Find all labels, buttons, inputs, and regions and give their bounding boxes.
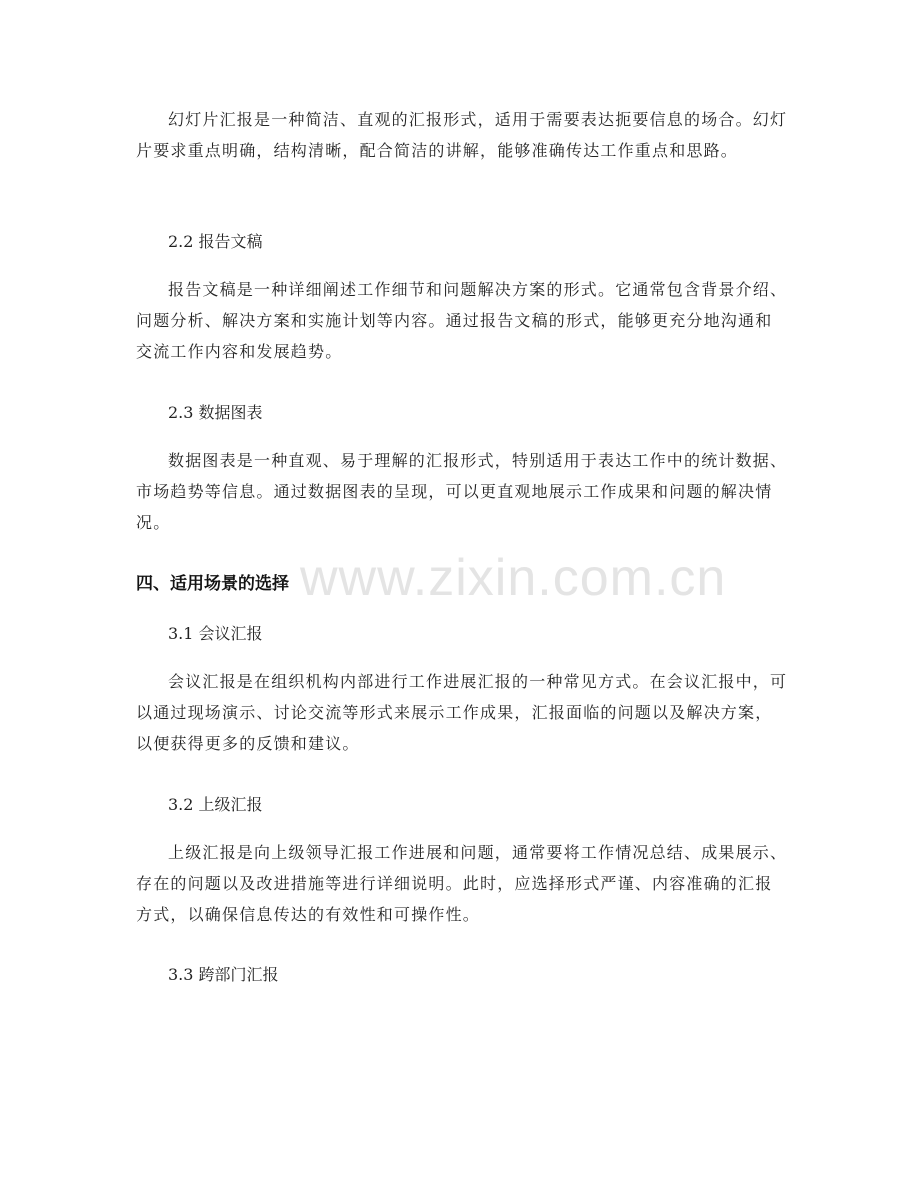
paragraph-report-draft: 报告文稿是一种详细阐述工作细节和问题解决方案的形式。它通常包含背景介绍、问题分析、解决方案和实施计划等内容。通过报告文稿的形式，能够更充分地沟通和交流工作内容和发展趋势。 [136, 280, 788, 361]
paragraph-superior-report: 上级汇报是向上级领导汇报工作进展和问题，通常要将工作情况总结、成果展示、存在的问题以及改进措施等进行详细说明。此时，应选择形式严谨、内容准确的汇报方式，以确保信息传达的有效性和可操作性。 [136, 843, 788, 924]
subheading-3-2: 3.2 上级汇报 [168, 795, 263, 814]
subheading-3-3: 3.3 跨部门汇报 [168, 965, 279, 984]
section-heading-4: 四、适用场景的选择 [136, 574, 289, 594]
paragraph-slides: 幻灯片汇报是一种简洁、直观的汇报形式，适用于需要表达扼要信息的场合。幻灯片要求重点明确，结构清晰，配合简洁的讲解，能够准确传达工作重点和思路。 [136, 110, 788, 160]
paragraph-data-charts: 数据图表是一种直观、易于理解的汇报形式，特别适用于表达工作中的统计数据、市场趋势等信息。通过数据图表的呈现，可以更直观地展示工作成果和问题的解决情况。 [136, 451, 788, 532]
watermark: www.zixin.com.cn [300, 549, 727, 607]
subheading-2-2: 2.2 报告文稿 [168, 232, 263, 251]
subheading-2-3: 2.3 数据图表 [168, 403, 263, 422]
subheading-3-1: 3.1 会议汇报 [168, 624, 263, 643]
paragraph-meeting-report: 会议汇报是在组织机构内部进行工作进展汇报的一种常见方式。在会议汇报中，可以通过现场演示、讨论交流等形式来展示工作成果，汇报面临的问题以及解决方案，以便获得更多的反馈和建议。 [136, 672, 788, 753]
